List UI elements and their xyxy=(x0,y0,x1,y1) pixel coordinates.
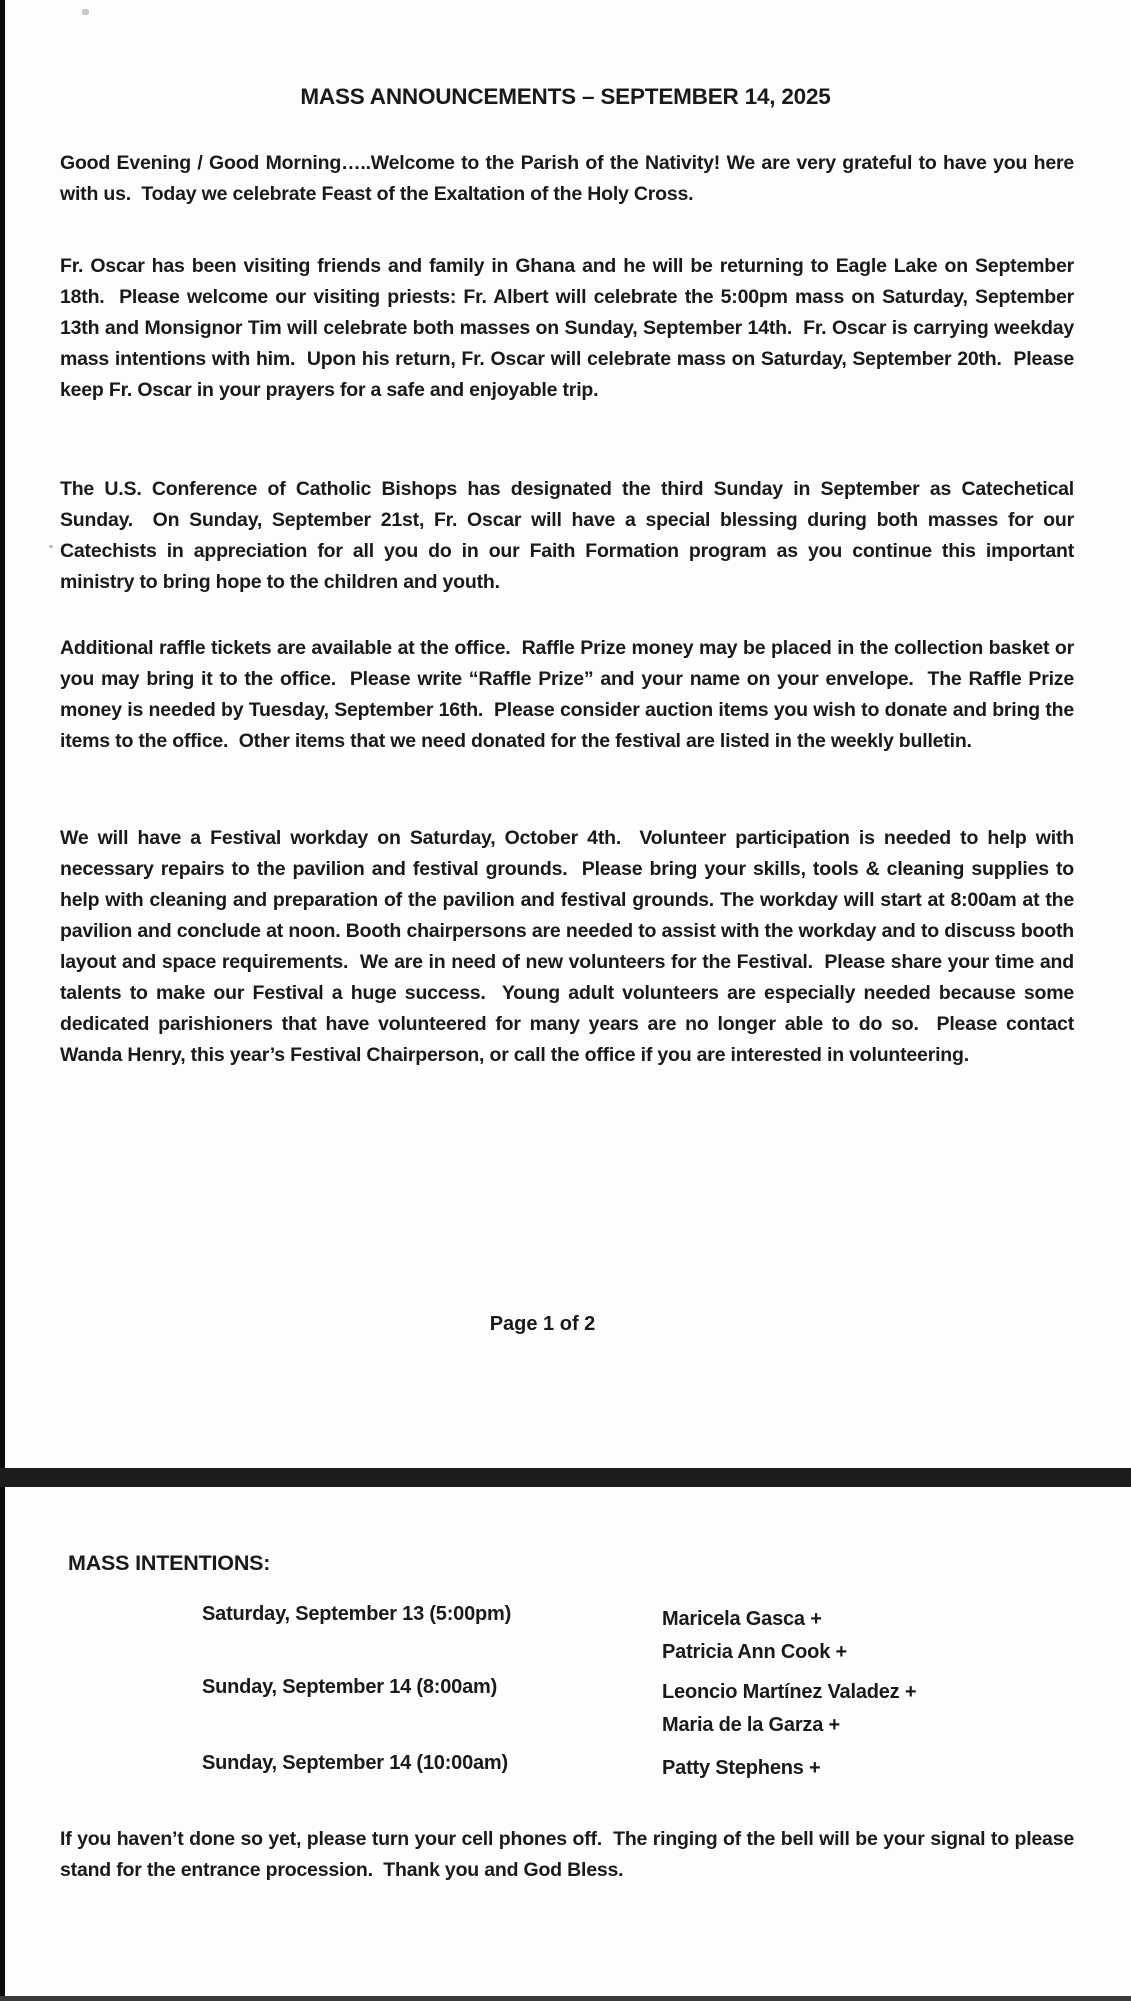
scan-bottom-edge xyxy=(0,1996,1131,2001)
scan-speck xyxy=(82,9,89,15)
mass-intention-names xyxy=(662,1603,847,1669)
mass-intention-names xyxy=(662,1752,821,1785)
page-number: Page 1 of 2 xyxy=(489,1313,596,1335)
scan-speck xyxy=(49,545,53,548)
greeting-paragraph: Good Evening / Good Morning…..Welcome to the Parish of the Nativity! We are very grateful to have you here with us. Today we celebrate Feast of the Exaltation of the Holy Cross. xyxy=(60,152,1080,205)
raffle-paragraph: Additional raffle tickets are available at the office. Raffle Prize money may be placed in the collection basket or you may bring it to the office. Please write “Raffle Prize” and your name on your envelope. The Raffle Prize money is needed by Tuesday, September 16th. Please consider auction items you wish to donate and bring the items to the office. Other items that we need donated for the festival are listed in the weekly bulletin. xyxy=(60,637,1080,752)
intention-name: Maricela Gasca + xyxy=(662,1608,822,1630)
visiting-priests-paragraph: Fr. Oscar has been visiting friends and family in Ghana and he will be returning to Eagle Lake on September 18th. Please welcome our visiting priests: Fr. Albert will celebrate the 5:00pm mass on Saturday, September 13th and Monsignor Tim will celebrate both masses on Sunday, September 14th. Fr. Oscar is carrying weekday mass intentions with him. Upon his return, Fr. Oscar will celebrate mass on Saturday, September 20th. Please keep Fr. Oscar in your prayers for a safe and enjoyable trip. xyxy=(60,255,1080,401)
mass-intention-names xyxy=(662,1676,916,1742)
document-title: MASS ANNOUNCEMENTS – SEPTEMBER 14, 2025 xyxy=(300,84,831,109)
intention-name: Patricia Ann Cook + xyxy=(662,1641,847,1663)
cell-phones-paragraph: If you haven’t done so yet, please turn your cell phones off. The ringing of the bell will be your signal to please stand for the entrance procession. Thank you and God Bless. xyxy=(60,1828,1080,1881)
intention-name: Maria de la Garza + xyxy=(662,1714,840,1736)
mass-intentions-heading: MASS INTENTIONS: xyxy=(68,1551,271,1575)
scan-left-edge xyxy=(0,0,5,2001)
catechetical-sunday-paragraph: The U.S. Conference of Catholic Bishops has designated the third Sunday in September as Catechetical Sunday. On Sunday, September 21st, Fr. Oscar will have a special blessing during both masses for our Catechists in appreciation for all you do in our Faith Formation program as you continue this important ministry to bring hope to the children and youth. xyxy=(60,478,1080,593)
festival-workday-paragraph: We will have a Festival workday on Saturday, October 4th. Volunteer participation is needed to help with necessary repairs to the pavilion and festival grounds. Please bring your skills, tools & cleaning supplies to help with cleaning and preparation of the pavilion and festival grounds. The workday will start at 8:00am at the pavilion and conclude at noon. Booth chairpersons are needed to assist with the workday and to discuss booth layout and space requirements. We are in need of new volunteers for the Festival. Please share your time and talents to make our Festival a huge success. Young adult volunteers are especially needed because some dedicated parishioners that have volunteered for many years are no longer able to do so. Please contact Wanda Henry, this year’s Festival Chairperson, or call the office if you are interested in volunteering. xyxy=(60,827,1080,1066)
mass-schedule: Saturday, September 13 (5:00pm) xyxy=(202,1603,512,1625)
mass-schedule: Sunday, September 14 (8:00am) xyxy=(202,1676,498,1698)
mass-schedule: Sunday, September 14 (10:00am) xyxy=(202,1752,508,1774)
page-divider-bar xyxy=(0,1468,1131,1487)
intention-name: Leoncio Martínez Valadez + xyxy=(662,1681,917,1703)
intention-name: Patty Stephens + xyxy=(662,1757,821,1779)
